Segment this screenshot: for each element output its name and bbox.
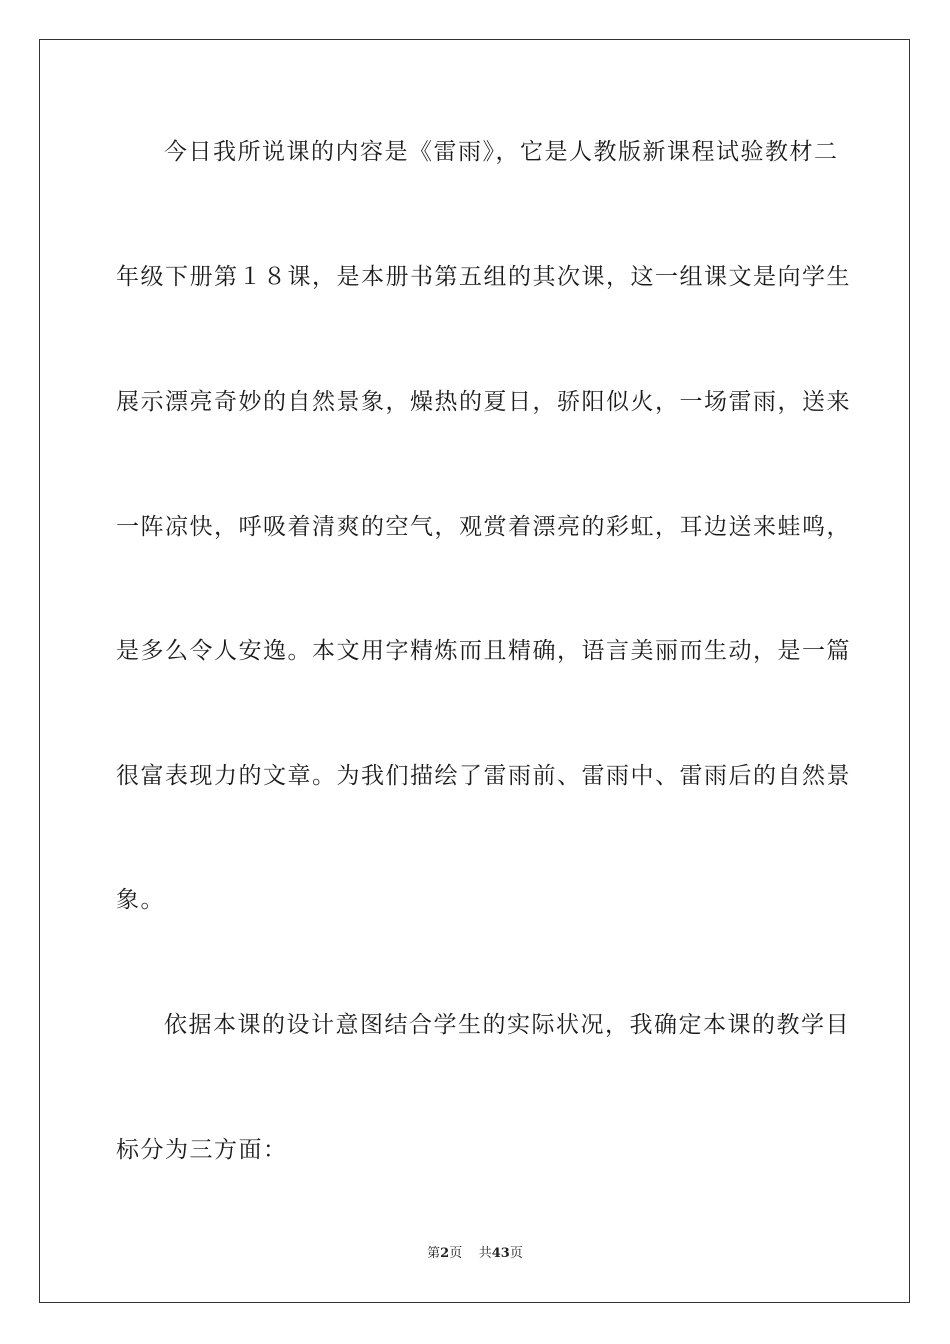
paragraph-1-line-3: 展示漂亮奇妙的自然景象，燥热的夏日，骄阳似火，一场雷雨，送来 bbox=[116, 389, 851, 415]
paragraph-2-line-2: 标分为三方面： bbox=[116, 1137, 288, 1163]
paragraph-1-line-4: 一阵凉快，呼吸着清爽的空气，观赏着漂亮的彩虹，耳边送来蛙鸣， bbox=[116, 514, 851, 540]
paragraph-1-line-2: 年级下册第１８课，是本册书第五组的其次课，这一组课文是向学生 bbox=[116, 264, 851, 290]
total-prefix: 共 bbox=[478, 1246, 492, 1261]
paragraph-1-line-6: 很富表现力的文章。为我们描绘了雷雨前、雷雨中、雷雨后的自然景 bbox=[116, 763, 851, 789]
page-border bbox=[39, 39, 910, 1303]
paragraph-1-line-7: 象。 bbox=[116, 887, 165, 913]
paragraph-1-line-1: 今日我所说课的内容是《雷雨》，它是人教版新课程试验教材二 bbox=[164, 139, 839, 165]
page-prefix: 第 bbox=[427, 1246, 441, 1261]
page-suffix: 页 bbox=[449, 1246, 463, 1261]
paragraph-1-line-5: 是多么令人安逸。本文用字精炼而且精确，语言美丽而生动，是一篇 bbox=[116, 638, 851, 664]
page-footer bbox=[0, 1245, 950, 1263]
total-suffix: 页 bbox=[509, 1246, 523, 1261]
page-number: 2 bbox=[440, 1246, 450, 1261]
paragraph-2-line-1: 依据本课的设计意图结合学生的实际状况，我确定本课的教学目 bbox=[164, 1012, 850, 1038]
total-pages: 43 bbox=[491, 1246, 510, 1261]
